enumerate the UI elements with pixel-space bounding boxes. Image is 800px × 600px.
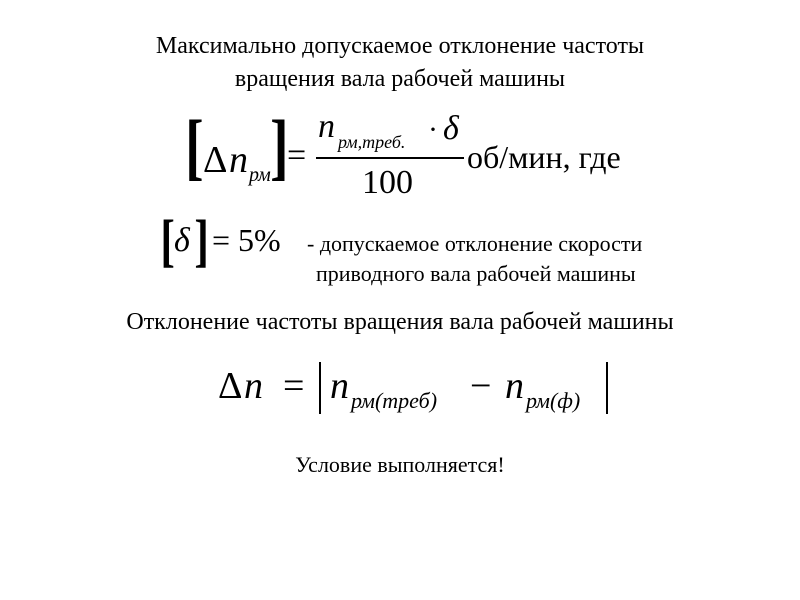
- n-subscript: рм: [249, 164, 271, 186]
- numerator-subscript: рм,треб.: [338, 132, 406, 152]
- delta-symbol: δ: [174, 222, 190, 259]
- term1-n: n: [330, 365, 349, 407]
- section-heading: Отклонение частоты вращения вала рабочей машины: [126, 309, 674, 335]
- equals-sign: =: [287, 137, 307, 174]
- conclusion-text: Условие выполняется!: [295, 452, 505, 477]
- delta-symbol: Δ: [218, 365, 243, 407]
- left-square-bracket: [: [160, 208, 175, 273]
- right-square-bracket: ]: [270, 106, 289, 188]
- minus-sign: −: [470, 365, 492, 407]
- description-line-1: - допускаемое отклонение скорости: [307, 231, 643, 256]
- right-square-bracket: ]: [194, 208, 209, 273]
- title-line-2: вращения вала рабочей машины: [234, 66, 566, 92]
- term1-subscript: рм(треб): [351, 388, 438, 413]
- multiply-dot: ·: [428, 113, 438, 146]
- title-line-1: Максимально допускаемое отклонение частоты: [155, 33, 645, 59]
- right-absolute-bar: [606, 362, 608, 414]
- term2-n: n: [505, 365, 524, 407]
- n-symbol: n: [229, 139, 248, 181]
- description-line-2: приводного вала рабочей машины: [316, 261, 636, 286]
- equals-sign: =: [283, 365, 305, 407]
- numerator-delta: δ: [443, 110, 459, 147]
- numerator-n: n: [318, 108, 335, 145]
- equals-value: = 5%: [212, 222, 281, 258]
- deviation-description: [307, 229, 642, 289]
- unit-text: об/мин, где: [467, 139, 621, 175]
- left-square-bracket: [: [185, 106, 204, 188]
- delta-symbol: Δ: [203, 139, 228, 181]
- n-symbol: n: [244, 365, 263, 407]
- denominator: 100: [362, 164, 413, 201]
- term2-subscript: рм(ф): [526, 388, 581, 413]
- left-absolute-bar: [319, 362, 321, 414]
- fraction-bar: [316, 157, 464, 159]
- slide-title: [0, 30, 800, 96]
